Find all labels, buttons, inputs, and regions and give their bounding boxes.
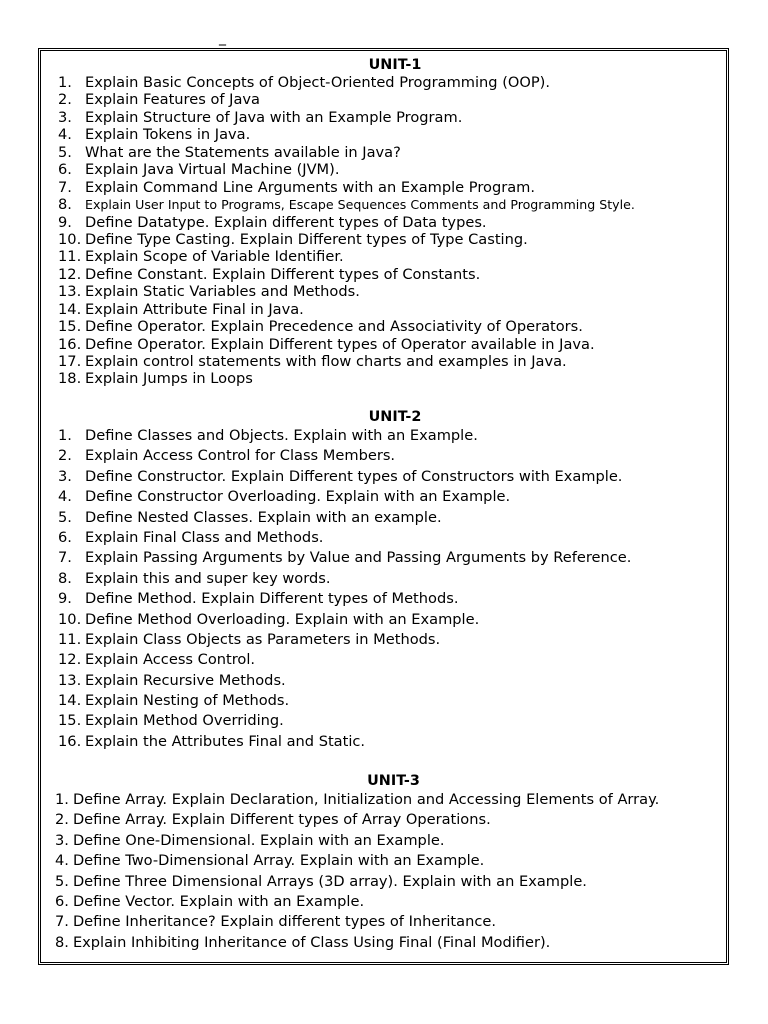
question-number: 18. xyxy=(58,370,82,388)
question-number: 2. xyxy=(58,91,72,109)
question-number: 17. xyxy=(58,353,82,370)
question-item xyxy=(55,851,722,871)
question-text: Define Vector. Explain with an Example. xyxy=(72,892,365,910)
question-item xyxy=(58,231,722,248)
question-number: 11. xyxy=(58,248,82,266)
question-item xyxy=(58,336,722,353)
question-text: Define Type Casting. Explain Different types of Type Casting. xyxy=(85,230,528,248)
question-number: 15. xyxy=(58,318,82,336)
question-text: Define Constant. Explain Different types of Constants. xyxy=(85,265,481,283)
question-item xyxy=(58,161,722,178)
question-number: 7. xyxy=(58,178,72,196)
question-item xyxy=(58,318,722,335)
question-number: 12. xyxy=(58,651,82,669)
question-text: Explain control statements with flow charts and examples in Java. xyxy=(85,353,567,370)
question-number: 6. xyxy=(58,528,72,546)
question-item xyxy=(58,214,722,231)
question-number: 3. xyxy=(58,467,72,485)
question-item xyxy=(58,301,722,318)
question-item xyxy=(58,266,722,283)
question-item xyxy=(58,610,722,630)
question-item xyxy=(58,370,722,387)
question-text: Explain Scope of Variable Identifier. xyxy=(85,248,344,266)
question-number: 5. xyxy=(58,143,72,161)
question-number: 8. xyxy=(55,933,69,951)
question-text: Explain Recursive Methods. xyxy=(85,671,286,689)
question-text: Explain the Attributes Final and Static. xyxy=(85,732,366,750)
question-number: 2. xyxy=(58,447,72,465)
question-text: Explain Static Variables and Methods. xyxy=(85,283,360,301)
question-text: What are the Statements available in Java? xyxy=(85,143,401,161)
question-item xyxy=(58,248,722,265)
top-mark: _ xyxy=(219,30,226,46)
question-item xyxy=(58,74,722,91)
question-number: 1. xyxy=(58,74,72,91)
question-number: 16. xyxy=(58,732,82,750)
question-text: Explain Java Virtual Machine (JVM). xyxy=(85,161,340,179)
unit-title: UNIT-1 xyxy=(368,57,422,73)
question-item xyxy=(58,548,722,568)
question-item xyxy=(58,426,722,446)
question-item xyxy=(58,671,722,691)
question-text: Define Operator. Explain Different types of Operator available in Java. xyxy=(85,335,595,353)
unit-2-section xyxy=(58,409,722,752)
question-item xyxy=(55,872,722,892)
question-item xyxy=(58,487,722,507)
question-text: Explain Final Class and Methods. xyxy=(85,528,324,546)
question-number: 6. xyxy=(55,892,69,910)
question-item xyxy=(58,508,722,528)
question-text: Explain Jumps in Loops xyxy=(85,370,253,388)
question-number: 9. xyxy=(58,213,72,231)
question-item xyxy=(55,831,722,851)
question-text: Explain Passing Arguments by Value and Passing Arguments by Reference. xyxy=(85,549,632,567)
question-text: Define Nested Classes. Explain with an example. xyxy=(85,508,442,526)
question-item xyxy=(55,912,722,932)
question-list xyxy=(58,74,722,388)
question-item xyxy=(58,283,722,300)
question-number: 10. xyxy=(58,230,82,248)
question-item xyxy=(58,126,722,143)
question-text: Explain Nesting of Methods. xyxy=(85,692,290,710)
question-item xyxy=(58,353,722,370)
question-text: Explain Access Control. xyxy=(85,651,256,669)
question-text: Explain Features of Java xyxy=(85,91,260,109)
question-text: Define Method Overloading. Explain with an Example. xyxy=(85,610,480,628)
question-item xyxy=(55,810,722,830)
question-number: 13. xyxy=(58,283,82,301)
question-item xyxy=(58,144,722,161)
question-number: 6. xyxy=(58,161,72,179)
question-number: 4. xyxy=(58,126,72,144)
question-number: 3. xyxy=(58,108,72,126)
question-text: Explain User Input to Programs, Escape Sequences Comments and Programming Style. xyxy=(85,197,635,213)
question-text: Define Inheritance? Explain different types of Inheritance. xyxy=(72,913,496,931)
question-item xyxy=(58,569,722,589)
question-number: 13. xyxy=(58,671,82,689)
question-item xyxy=(58,732,722,752)
question-text: Explain Attribute Final in Java. xyxy=(85,300,304,318)
question-item xyxy=(55,892,722,912)
question-item xyxy=(58,109,722,126)
question-text: Explain Basic Concepts of Object-Oriented Programming (OOP). xyxy=(85,74,551,91)
question-text: Define One-Dimensional. Explain with an Example. xyxy=(72,831,445,849)
question-text: Define Datatype. Explain different types of Data types. xyxy=(85,213,487,231)
unit-title: UNIT-2 xyxy=(368,409,422,425)
question-text: Define Method. Explain Different types of Methods. xyxy=(85,590,459,608)
question-number: 8. xyxy=(58,196,72,214)
question-number: 5. xyxy=(55,872,69,890)
question-text: Explain Tokens in Java. xyxy=(85,126,251,144)
question-item xyxy=(58,179,722,196)
question-text: Explain this and super key words. xyxy=(85,569,331,587)
question-item xyxy=(58,196,722,213)
question-text: Define Constructor. Explain Different types of Constructors with Example. xyxy=(85,467,623,485)
question-number: 16. xyxy=(58,335,82,353)
question-item xyxy=(58,446,722,466)
question-number: 14. xyxy=(58,300,82,318)
question-number: 2. xyxy=(55,811,69,829)
question-text: Explain Command Line Arguments with an Example Program. xyxy=(85,178,536,196)
question-text: Define Constructor Overloading. Explain with an Example. xyxy=(85,488,511,506)
question-number: 4. xyxy=(55,852,69,870)
unit-3-section xyxy=(55,773,722,953)
question-text: Define Three Dimensional Arrays (3D array). Explain with an Example. xyxy=(72,872,587,890)
question-item xyxy=(58,589,722,609)
question-number: 5. xyxy=(58,508,72,526)
question-item xyxy=(55,933,722,953)
question-item xyxy=(58,91,722,108)
question-number: 15. xyxy=(58,712,82,730)
question-text: Explain Inhibiting Inheritance of Class Using Final (Final Modifier). xyxy=(72,933,551,951)
question-number: 1. xyxy=(55,791,69,808)
question-text: Define Array. Explain Declaration, Initialization and Accessing Elements of Array. xyxy=(72,791,660,808)
question-item xyxy=(58,630,722,650)
question-text: Explain Class Objects as Parameters in Methods. xyxy=(85,630,441,648)
question-text: Define Operator. Explain Precedence and Associativity of Operators. xyxy=(85,318,583,336)
question-number: 4. xyxy=(58,488,72,506)
question-number: 7. xyxy=(55,913,69,931)
question-number: 14. xyxy=(58,692,82,710)
question-number: 1. xyxy=(58,427,72,444)
question-list xyxy=(55,790,722,953)
question-text: Define Classes and Objects. Explain with an Example. xyxy=(85,427,478,444)
question-item xyxy=(58,467,722,487)
question-frame xyxy=(38,48,729,965)
question-list xyxy=(58,426,722,752)
question-number: 3. xyxy=(55,831,69,849)
question-number: 7. xyxy=(58,549,72,567)
question-number: 11. xyxy=(58,630,82,648)
question-item xyxy=(58,711,722,731)
question-item xyxy=(55,790,722,810)
question-item xyxy=(58,528,722,548)
unit-1-section xyxy=(58,57,722,388)
question-number: 12. xyxy=(58,265,82,283)
question-number: 9. xyxy=(58,590,72,608)
question-text: Explain Method Overriding. xyxy=(85,712,284,730)
question-number: 8. xyxy=(58,569,72,587)
question-text: Define Array. Explain Different types of Array Operations. xyxy=(72,811,491,829)
question-text: Explain Access Control for Class Members. xyxy=(85,447,396,465)
question-text: Define Two-Dimensional Array. Explain with an Example. xyxy=(72,852,485,870)
question-item xyxy=(58,691,722,711)
question-text: Explain Structure of Java with an Example Program. xyxy=(85,108,463,126)
question-item xyxy=(58,650,722,670)
question-number: 10. xyxy=(58,610,82,628)
unit-title: UNIT-3 xyxy=(367,773,420,789)
